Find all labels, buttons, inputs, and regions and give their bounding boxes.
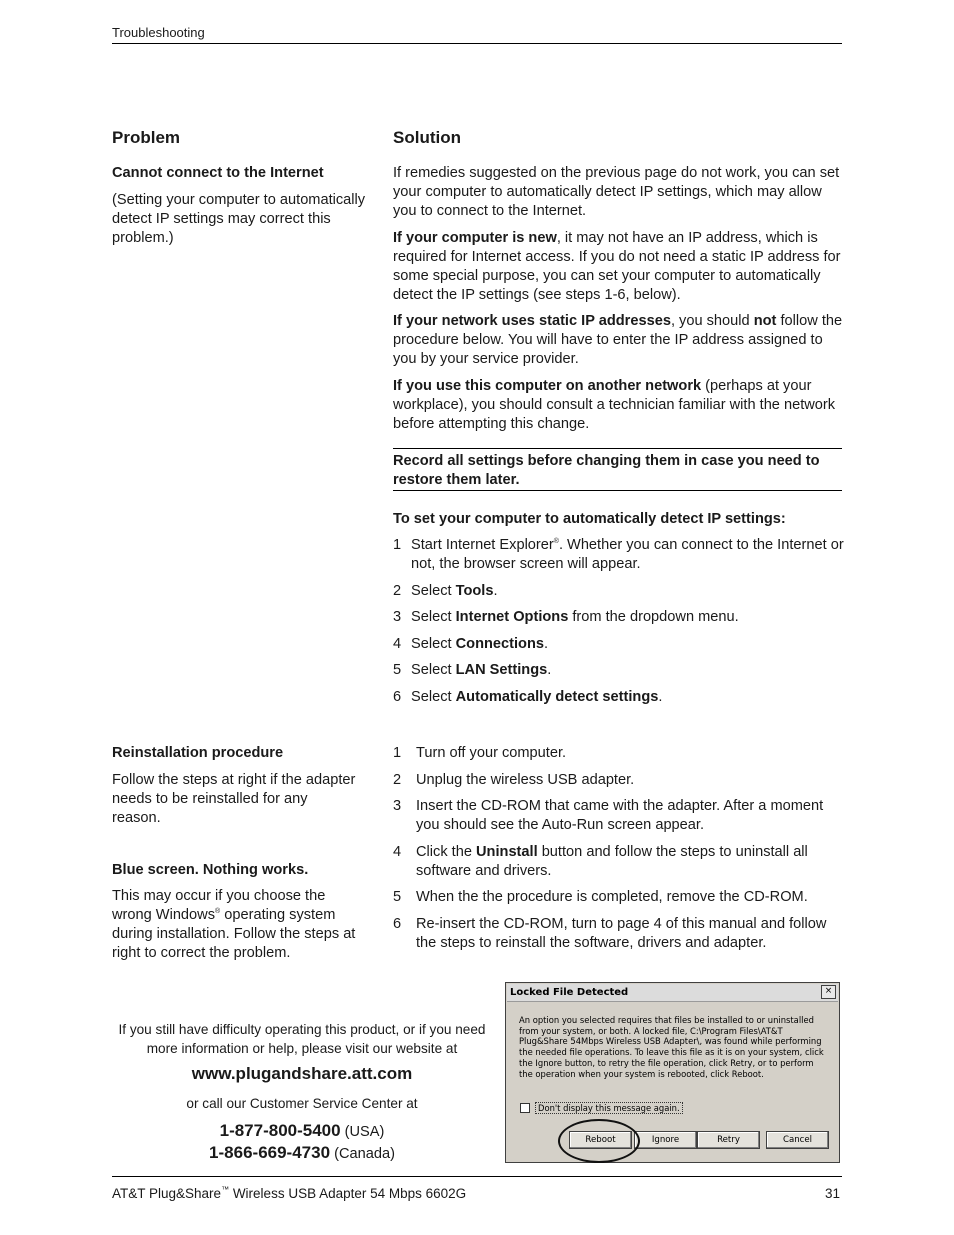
reinstall-step: 4 Click the Uninstall button and follow the steps to uninstall all software and drivers. [393,843,808,879]
support-phone-usa: 1-877-800-5400 (USA) [219,1121,385,1140]
ip-step: 6 Select Automatically detect settings. [393,688,663,705]
solution-new-computer: If your computer is new, it may not have an IP address, which is required for Internet access. If you do not need a static IP address for some special purpose, you can set your computer to automatically detect the IP settings (see steps 1-6, below). [393,229,841,303]
notice-text: Record all settings before changing them in case you need to restore them later. [393,453,820,488]
ip-step: 3 Select Internet Options from the dropdown menu. [393,609,739,626]
reinstall-steps-list [393,744,843,961]
problem-heading: Problem [112,128,181,147]
ip-step: 2 Select Tools. [393,582,498,599]
ip-step: 1 Start Internet Explorer®. Whether you can connect to the Internet or not, the browser screen will appear. [393,537,844,572]
page-number: 31 [824,1186,840,1201]
ip-steps-list [393,536,845,715]
support-website-link[interactable]: www.plugandshare.att.com [191,1064,413,1083]
reinstall-step: 3 Insert the CD-ROM that came with the adapter. After a moment you should see the Auto-Run screen appear. [393,798,824,834]
ip-step: 4 Select Connections. [393,635,549,652]
footer-product: AT&T Plug&Share™ Wireless USB Adapter 54 Mbps 6602G [112,1185,467,1201]
problem-desc-connect: (Setting your computer to automatically detect IP settings may correct this problem.) [112,192,366,246]
solution-static-ip: If your network uses static IP addresses, you should not follow the procedure below. You will have to enter the IP address assigned to you by your service provider. [393,313,843,368]
reinstall-step: 2 Unplug the wireless USB adapter. [393,771,635,788]
dialog-message: An option you selected requires that files be installed to or uninstalled from your system, or both. A locked file, C:\Program Files\AT&T Plug&Share 54Mbps Wireless USB Adapter\, was found while performing the needed file operations. To leave this file as it is on your system, click the Ignore button, to retry the file operation, click Retry, or to perform the operation when your system is rebooted, click Reboot. [519,1015,824,1079]
problem-title-reinstall: Reinstallation procedure [112,745,284,761]
solution-block-connect [393,164,845,434]
notice-rule-bottom [393,490,842,491]
locked-file-dialog [505,982,840,1163]
checkbox-box[interactable] [520,1103,530,1113]
highlight-circle [558,1119,640,1163]
close-icon[interactable]: × [821,985,836,999]
cancel-button[interactable]: Cancel [766,1131,829,1149]
reinstall-step: 6 Re-insert the CD-ROM, turn to page 4 of this manual and follow the steps to reinstall the software, drivers and adapter. [393,915,827,951]
support-call-text: or call our Customer Service Center at [186,1096,418,1111]
running-header: Troubleshooting [112,25,205,40]
solution-intro: If remedies suggested on the previous page do not work, you can set your computer to automatically detect IP settings, which may allow you to connect to the Internet. [393,165,840,219]
problem-title-connect: Cannot connect to the Internet [112,165,324,181]
checkbox-label: Don't display this message again. [535,1102,683,1114]
dont-display-checkbox[interactable] [520,1102,683,1114]
support-phone-canada: 1-866-669-4730 (Canada) [209,1143,395,1162]
problem-desc-reinstall: Follow the steps at right if the adapter needs to be reinstalled for any reason. [112,772,356,826]
retry-button[interactable]: Retry [697,1131,760,1149]
header-rule [112,43,842,44]
ignore-button[interactable]: Ignore [634,1131,697,1149]
reboot-button[interactable]: Reboot [569,1131,632,1149]
notice-rule-top [393,448,842,449]
solution-heading: Solution [393,128,461,147]
steps-title: To set your computer to automatically detect IP settings: [393,511,786,527]
ip-step: 5 Select LAN Settings. [393,662,552,679]
support-text: If you still have difficulty operating this product, or if you need more information or help, please visit our website at [118,1022,486,1056]
reinstall-step: 5 When the the procedure is completed, remove the CD-ROM. [393,889,808,906]
footer-rule [112,1176,842,1177]
dialog-title: Locked File Detected [507,984,838,1002]
solution-other-network: If you use this computer on another network (perhaps at your workplace), you should consult a technician familiar with the network before attempting this change. [393,377,836,432]
problem-desc-blue-screen: This may occur if you choose the wrong Windows® operating system during installation. Follow the steps at right to correct the problem. [112,888,356,961]
reinstall-step: 1 Turn off your computer. [393,745,567,761]
problem-title-blue-screen: Blue screen. Nothing works. [112,862,309,878]
